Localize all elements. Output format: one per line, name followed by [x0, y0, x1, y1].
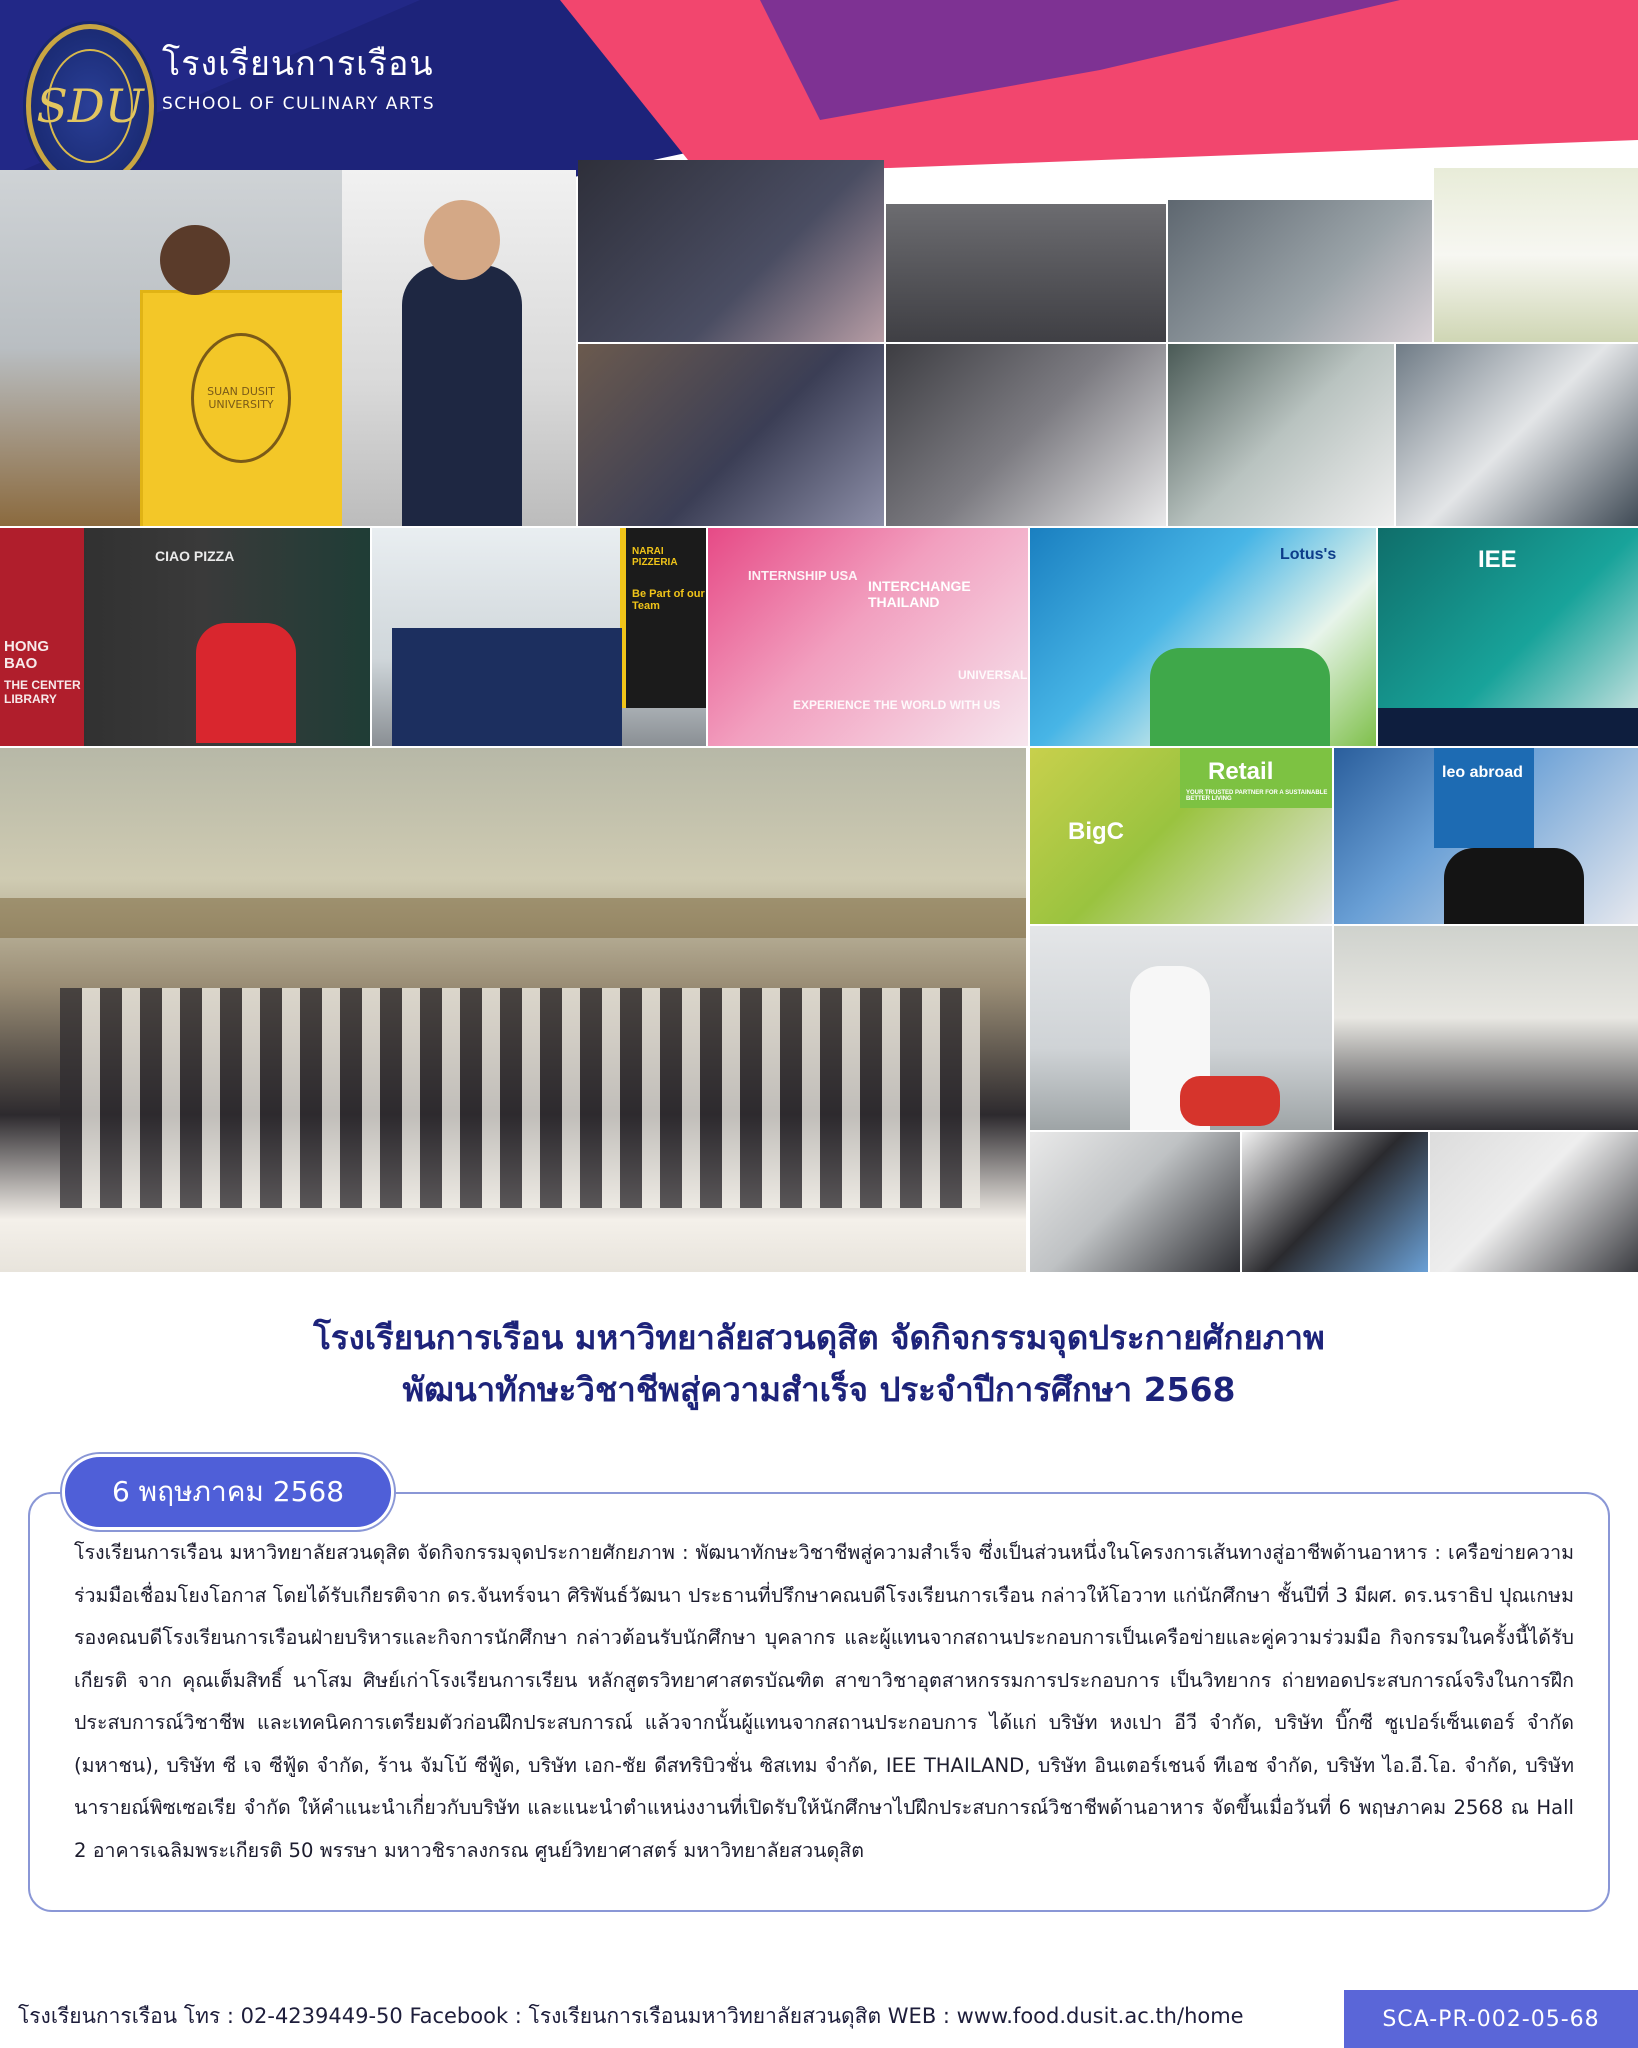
photo-audience-students — [886, 344, 1166, 526]
photo-booth-narai-pizzeria — [372, 528, 706, 746]
photo-audience-listening — [1430, 1132, 1638, 1272]
photo-booth-iee: IEE — [1378, 528, 1638, 746]
footer — [0, 1990, 1638, 2048]
person-head — [424, 200, 500, 280]
photo-booth-lotus: Lotus's — [1030, 528, 1376, 746]
photo-audience-women — [578, 344, 884, 526]
photo-booth-ciao-pizza: HONG BAO THE CENTER LIBRARY CIAO PIZZA — [0, 528, 370, 746]
photo-speaker-man — [342, 170, 576, 526]
photo-registration-desk — [1168, 200, 1432, 342]
crowd — [60, 988, 980, 1208]
date-badge: 6 พฤษภาคม 2568 — [62, 1454, 394, 1530]
podium — [140, 290, 342, 526]
university-seal-logo — [26, 24, 154, 188]
photo-group-hall — [0, 748, 1026, 1272]
booth-table — [1378, 708, 1638, 746]
brand-english-name: SCHOOL OF CULINARY ARTS — [162, 94, 436, 114]
photo-booth-bigc-retail: Retail YOUR TRUSTED PARTNER FOR A SUSTAINABLE BETTER LIVING BigC — [1030, 748, 1332, 924]
document-code: SCA-PR-002-05-68 — [1344, 1990, 1638, 2048]
photo-booth-visit — [1168, 344, 1394, 526]
footer-contact: โรงเรียนการเรือน โทร : 02-4239449-50 Facebook : โรงเรียนการเรือนมหาวิทยาลัยสวนดุสิต WEB : www.food.dusit.ac.th/home — [18, 2004, 1244, 2028]
photo-student-leo-shirt — [1242, 1132, 1428, 1272]
photo-speaker-stage — [886, 204, 1166, 342]
photo-hall-audience — [1334, 926, 1638, 1130]
staff-group — [392, 628, 622, 746]
retail-banner: Retail YOUR TRUSTED PARTNER FOR A SUSTAINABLE BETTER LIVING — [1180, 748, 1332, 808]
staff-green-shirts — [1150, 648, 1330, 746]
photo-speaker-podium — [0, 170, 342, 526]
photo-students-microphone — [1434, 168, 1638, 342]
suan-dusit-seal-icon: SDU — [47, 49, 133, 163]
person-suit — [402, 265, 522, 526]
photo-students-browsing — [1396, 344, 1638, 526]
brand-thai-name: โรงเรียนการเรือน — [162, 44, 434, 84]
staff-black-shirts — [1444, 848, 1584, 924]
leo-banner: leo abroad — [1434, 748, 1534, 848]
photo-speaker-white-shirt — [1030, 926, 1332, 1130]
curtain-row — [0, 898, 1026, 938]
podium-seal: SUAN DUSIT UNIVERSITY — [191, 333, 291, 463]
headline — [0, 1312, 1638, 1416]
boxing-gloves — [1180, 1076, 1280, 1126]
photo-students-writing — [1030, 1132, 1240, 1272]
brand-block — [162, 36, 435, 114]
headline-line-2: พัฒนาทักษะวิชาชีพสู่ความสำเร็จ ประจำปีการศึกษา 2568 — [402, 1370, 1236, 1409]
photo-booth-leo-abroad — [1334, 748, 1638, 924]
article-body: โรงเรียนการเรือน มหาวิทยาลัยสวนดุสิต จัดกิจกรรมจุดประกายศักยภาพ : พัฒนาทักษะวิชาชีพสู่ความสำเร็จ ซึ่งเป็นส่วนหนึ่งในโครงการเส้นทางสู่อาชีพด้านอาหาร : เครือข่ายความร่วมมือเชื่อมโยงโอกาส โดยได้รับเกียรติจาก ดร.จันทร์จนา ศิริพันธ์วัฒนา ประธานที่ปรึกษาคณบดีโรงเรียนการเรือน กล่าวให้โอวาท แก่นักศึกษา ชั้นปีที่ 3 มีผศ. ดร.นราธิป ปุณเกษม รองคณบดีโรงเรียนการเรือนฝ่ายบริหารและกิจการนักศึกษา กล่าวต้อนรับนักศึกษา บุคลากร และผู้แทนจากสถานประกอบการเป็นเครือข่ายและคู่ความร่วมมือ กิจกรรมในครั้งนี้ได้รับเกียรติ จาก คุณเต็มสิทธิ์ นาโสม ศิษย์เก่าโรงเรียนการเรียน หลักสูตรวิทยาศาสตรบัณฑิต สาขาวิชาอุตสาหกรรมการประกอบการ เป็นวิทยากร ถ่ายทอดประสบการณ์จริงในการฝึกประสบการณ์วิชาชีพ และเทคนิคการเตรียมตัวก่อนฝึกประสบการณ์ แล้วจากนั้นผู้แทนจากสถานประกอบการ ได้แก่ บริษัท หงเปา อีวี จำกัด, บริษัท บิ๊กซี ซูเปอร์เซ็นเตอร์ จำกัด (มหาชน), บริษัท ซี เจ ซีฟู้ด จำกัด, ร้าน จัมโบ้ ซีฟู้ด, บริษัท เอก-ชัย ดีสทริบิวชั่น ซิสเทม จำกัด, IEE THAILAND, บริษัท อินเตอร์เชนจ์ ทีเอช จำกัด, บริษัท ไอ.อี.โอ. จำกัด, บริษัท นารายณ์พิซเซอเรีย จำกัด ให้คำแนะนำเกี่ยวกับบริษัท และแนะนำตำแหน่งงานที่เปิดรับให้นักศึกษาไปฝึกประสบการณ์วิชาชีพด้านอาหาร จัดขึ้นเมื่อวันที่ 6 พฤษภาคม 2568 ณ Hall 2 อาคารเฉลิมพระเกียรติ 50 พรรษา มหาวชิราลงกรณ ศูนย์วิทยาศาสตร์ มหาวิทยาลัยสวนดุสิต — [74, 1541, 1575, 1862]
person-red-shirt — [196, 623, 296, 743]
banner-hongbao: HONG BAO THE CENTER LIBRARY — [0, 528, 84, 746]
photo-guests-seated — [578, 160, 884, 342]
headline-line-1: โรงเรียนการเรือน มหาวิทยาลัยสวนดุสิต จัดกิจกรรมจุดประกายศักยภาพ — [313, 1318, 1325, 1357]
person-head — [160, 225, 230, 295]
banner-narai: NARAI PIZZERIA Be Part of our Team — [620, 528, 706, 708]
photo-booth-interchange: INTERNSHIP USA INTERCHANGE THAILAND EXPERIENCE THE WORLD WITH US UNIVERSAL — [708, 528, 1028, 746]
